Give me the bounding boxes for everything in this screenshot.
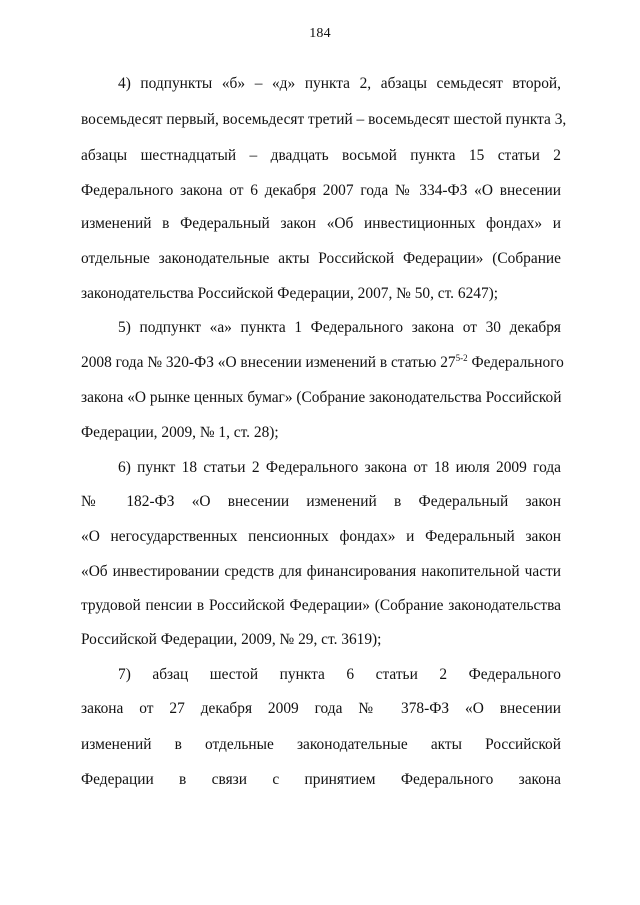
text-fragment: Федерального — [467, 354, 564, 371]
text-line: Федерации, 2009, № 1, ст. 28); — [81, 424, 279, 441]
text-line: изменений в отдельные законодательные акты Российской — [81, 736, 561, 753]
text-line: восемьдесят первый, восемьдесят третий – восемьдесят шестой пункта 3, — [81, 111, 567, 128]
page-number: 184 — [309, 26, 331, 41]
text-line: закона «О рынке ценных бумаг» (Собрание законодательства Российской — [81, 389, 562, 406]
text-line: «О негосударственных пенсионных фондах» и Федеральный закон — [81, 528, 561, 545]
text-line: Федерального закона от 6 декабря 2007 года № 334-ФЗ «О внесении — [81, 182, 561, 199]
text-line: 4) подпункты «б» – «д» пункта 2, абзацы семьдесят второй, — [118, 75, 561, 92]
text-line: Федерации в связи с принятием Федерального закона — [81, 771, 561, 788]
text-line: Российской Федерации, 2009, № 29, ст. 3619); — [81, 631, 382, 648]
text-line: абзацы шестнадцатый – двадцать восьмой пункта 15 статьи 2 — [81, 147, 561, 164]
text-line: законодательства Российской Федерации, 2007, № 50, ст. 6247); — [81, 285, 499, 302]
text-line: 7) абзац шестой пункта 6 статьи 2 Федерального — [118, 666, 561, 683]
text-line: закона от 27 декабря 2009 года № 378-ФЗ «О внесении — [81, 700, 561, 717]
text-line: № 182-ФЗ «О внесении изменений в Федеральный закон — [81, 493, 561, 510]
superscript: 5-2 — [455, 353, 468, 363]
text-line-with-superscript — [81, 353, 564, 373]
text-line: 6) пункт 18 статьи 2 Федерального закона от 18 июля 2009 года — [118, 459, 561, 476]
text-line: трудовой пенсии в Российской Федерации» (Собрание законодательства — [81, 597, 561, 614]
text-line: изменений в Федеральный закон «Об инвестиционных фондах» и — [81, 215, 561, 232]
text-fragment: 2008 года № 320-ФЗ «О внесении изменений в статью 27 — [81, 354, 456, 371]
text-line: «Об инвестировании средств для финансирования накопительной части — [81, 563, 561, 580]
text-line: отдельные законодательные акты Российской Федерации» (Собрание — [81, 250, 561, 267]
text-line: 5) подпункт «а» пункта 1 Федерального закона от 30 декабря — [118, 319, 561, 336]
